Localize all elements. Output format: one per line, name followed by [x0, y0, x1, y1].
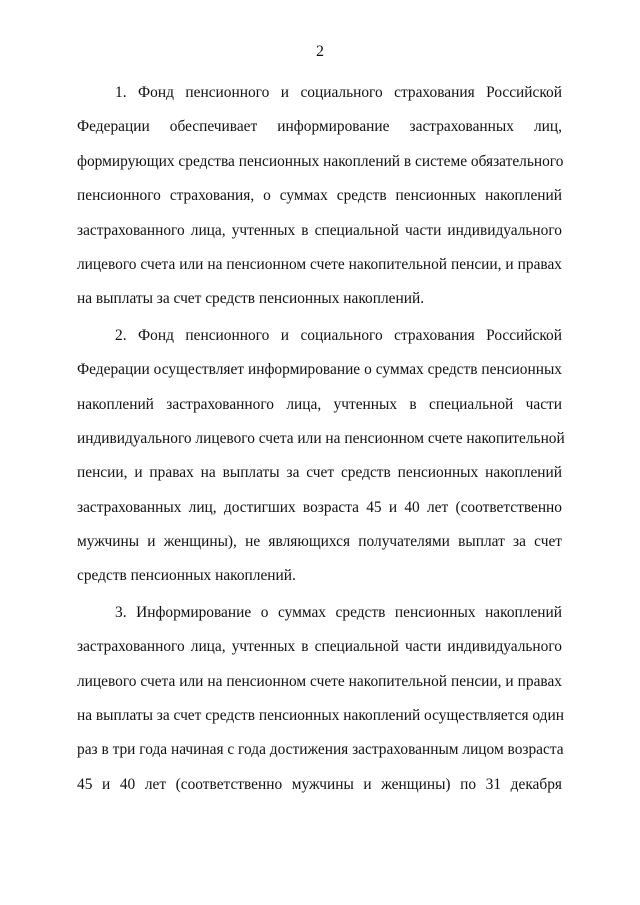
paragraph-line: раз в три года начиная с года достижения застрахованным лицом возраста	[77, 741, 564, 759]
paragraph-line: лицевого счета или на пенсионном счете накопительной пенсии, и правах	[77, 255, 562, 273]
paragraph-line: застрахованного лица, учтенных в специальной части индивидуального	[77, 221, 562, 239]
page-number: 2	[316, 43, 324, 60]
paragraph-line: застрахованных лиц, достигших возраста 45 и 40 лет (соответственно	[77, 498, 562, 516]
paragraph-line: 3. Информирование о суммах средств пенсионных накоплений	[115, 603, 562, 621]
paragraph-line: пенсионного страхования, о суммах средств пенсионных накоплений	[77, 187, 562, 205]
paragraph-line: формирующих средства пенсионных накоплений в системе обязательного	[77, 152, 564, 170]
paragraph-line: лицевого счета или на пенсионном счете накопительной пенсии, и правах	[77, 672, 562, 690]
paragraph-line: 45 и 40 лет (соответственно мужчины и женщины) по 31 декабря	[77, 775, 562, 793]
paragraph-line: 2. Фонд пенсионного и социального страхования Российской	[115, 326, 562, 344]
paragraph-line: 1. Фонд пенсионного и социального страхования Российской	[115, 84, 562, 101]
paragraph-line: средств пенсионных накоплений.	[77, 567, 296, 585]
document-body	[77, 76, 565, 802]
paragraph-3	[77, 596, 562, 802]
paragraph-line: накоплений застрахованного лица, учтенных в специальной части	[77, 395, 562, 413]
paragraph-line: на выплаты за счет средств пенсионных накоплений осуществляется один	[77, 707, 564, 725]
paragraph-line: пенсии, и правах на выплаты за счет средств пенсионных накоплений	[77, 464, 562, 482]
paragraph-line: мужчины и женщины), не являющихся получателями выплат за счет	[77, 533, 562, 551]
paragraph-line: индивидуального лицевого счета или на пенсионном счете накопительной	[77, 429, 565, 447]
paragraph-line: застрахованного лица, учтенных в специальной части индивидуального	[77, 638, 562, 656]
paragraph-2	[77, 319, 565, 594]
paragraph-line: на выплаты за счет средств пенсионных накоплений.	[77, 290, 425, 308]
paragraph-line: Федерации обеспечивает информирование застрахованных лиц,	[77, 118, 562, 136]
paragraph-1	[77, 76, 562, 317]
paragraph-line: Федерации осуществляет информирование о суммах средств пенсионных	[77, 361, 562, 379]
